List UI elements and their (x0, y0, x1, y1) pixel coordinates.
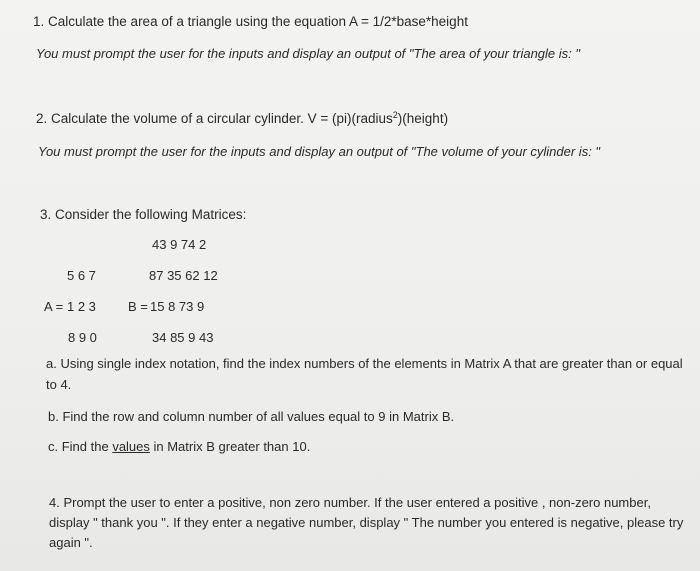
matrix-b-row-2: 87 35 62 12 (149, 268, 218, 283)
matrix-b-row-3: 15 8 73 9 (150, 299, 205, 314)
matrix-b-row-4: 34 85 9 43 (152, 330, 214, 345)
q3-title: 3. Consider the following Matrices: (40, 207, 247, 222)
matrix-b-row-1: 43 9 74 2 (152, 237, 207, 252)
q1-title: 1. Calculate the area of a triangle using the equation A = 1/2*base*height (33, 14, 468, 29)
q1-instruction: You must prompt the user for the inputs and display an output of "The area of your triangle is: " (36, 46, 580, 61)
matrix-a-row-1: 5 6 7 (67, 268, 96, 283)
q3-part-c (48, 439, 310, 455)
q3-part-c-prefix: c. Find the (48, 439, 113, 454)
q3-part-c-values: values (112, 439, 150, 454)
q2-title-sup: 2 (392, 110, 398, 120)
q3-part-a: a. Using single index notation, find the index numbers of the elements in Matrix A that are greater than or equal to 4. (46, 356, 683, 392)
q2-title-suffix: )(height) (397, 111, 449, 126)
q4-text: 4. Prompt the user to enter a positive, non zero number. If the user entered a positive , non-zero number, display " thank you ". If they enter a negative number, display " The number you entered is negative, please try again ". (49, 495, 684, 550)
matrix-a-row-3: 8 9 0 (68, 330, 97, 345)
q2-instruction: You must prompt the user for the inputs and display an output of "The volume of your cylinder is: " (38, 144, 601, 159)
matrix-a-label: A = (44, 299, 64, 314)
q3-part-c-suffix: in Matrix B greater than 10. (149, 439, 311, 454)
q2-title (36, 111, 448, 128)
q2-title-prefix: 2. Calculate the volume of a circular cylinder. V = (pi)(radius (36, 111, 393, 126)
matrix-a-row-2: 1 2 3 (67, 299, 96, 314)
q3-part-b: b. Find the row and column number of all values equal to 9 in Matrix B. (48, 409, 455, 424)
matrix-b-label: B = (128, 299, 148, 314)
